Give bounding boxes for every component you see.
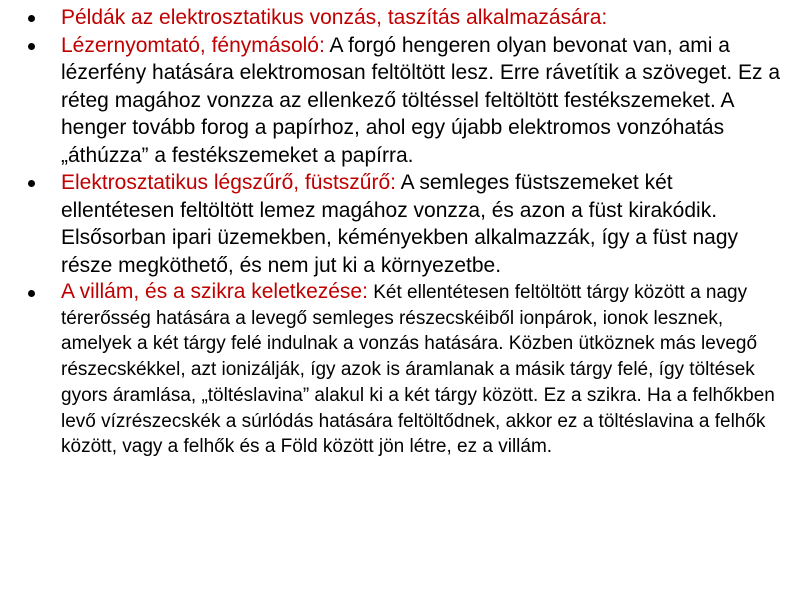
item-heading: A villám, és a szikra keletkezése: [61,280,368,303]
item-text: A forgó hengeren olyan bevonat van, ami a lézerfény hatására elektromosan feltöltött lesz. Erre rávetítik a szöveget. Ez a réteg magához vonzza az ellenkező töltéssel feltöltött festékszemeket. A henger tovább forog a papírhoz, ahol egy újabb elektromos vonzóhatás „áthúzza” a festékszemeket a papírra. [61,33,781,167]
list-item [0,279,794,460]
list-item [0,4,794,32]
bullet-icon [28,290,35,297]
item-heading: Példák az elektrosztatikus vonzás, taszítás alkalmazására: [61,6,608,29]
list-item [0,169,794,279]
bullet-icon [28,43,35,50]
item-text: A semleges füstszemeket két ellentétesen feltöltött lemez magához vonzza, és azon a füst kirakódik. Elsősorban ipari üzemekben, kéményekben alkalmazzák, így a füst nagy része megköthető, és nem jut ki a környezetbe. [61,171,739,277]
item-text: Két ellentétesen feltöltött tárgy között a nagy térerősség hatására a levegő semleges részecskéiből ionpárok, ionok lesznek, amelyek a két tárgy felé indulnak a vonzás hatására. Közben ütköznek más levegő részecskékkel, azt ionizálják, így azok is áramlanak a másik tárgy felé, így töltések gyors áramlása, „töltéslavina” alakul ki a két tárgy között. Ez a szikra. Ha a felhőkben levő vízrészecskék a súrlódás hatására feltöltődnek, akkor ez a töltéslavina a felhők között, vagy a felhők és a Föld között jön létre, ez a villám. [61,282,775,458]
bullet-icon [28,15,35,22]
bullet-list [0,4,794,460]
item-heading: Lézernyomtató, fénymásoló: [61,33,325,57]
bullet-icon [28,180,35,187]
item-heading: Elektrosztatikus légszűrő, füstszűrő: [61,171,396,194]
list-item [0,32,794,170]
